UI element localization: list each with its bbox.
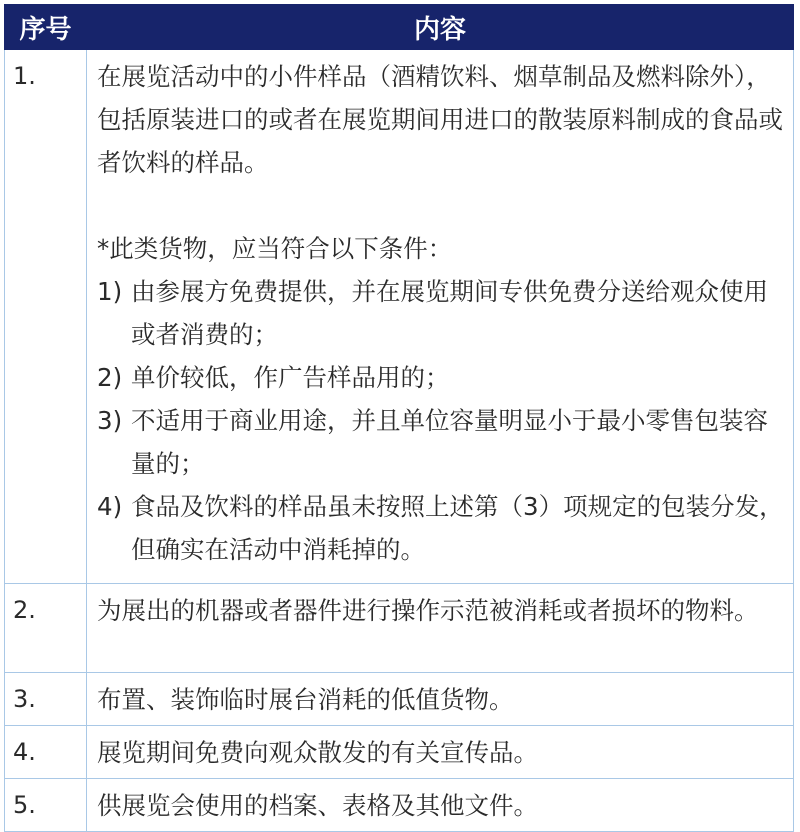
row-index: 5. [5, 779, 87, 832]
condition-number: 3) [97, 406, 123, 435]
row-content: 布置、装饰临时展台消耗的低值货物。 [87, 673, 794, 726]
table-row [5, 50, 794, 584]
condition-item [97, 485, 789, 571]
table-row [5, 673, 794, 726]
condition-text: 不适用于商业用途，并且单位容量明显小于最小零售包装容量的； [131, 406, 768, 478]
condition-text: 由参展方免费提供，并在展览期间专供免费分送给观众使用或者消费的； [131, 277, 768, 349]
condition-item [97, 399, 789, 485]
header-content: 内容 [87, 5, 794, 50]
condition-note: *此类货物，应当符合以下条件： [97, 234, 453, 263]
row-content: 供展览会使用的档案、表格及其他文件。 [87, 779, 794, 832]
header-index: 序号 [5, 5, 87, 50]
table-row [5, 584, 794, 673]
table-row [5, 779, 794, 832]
table-row [5, 726, 794, 779]
exhibition-goods-table [4, 4, 794, 832]
row-index: 1. [5, 50, 87, 584]
row-content: 展览期间免费向观众散发的有关宣传品。 [87, 726, 794, 779]
condition-item [97, 356, 789, 399]
condition-number: 4) [97, 492, 123, 521]
row-content [87, 50, 794, 584]
row-content: 为展出的机器或者器件进行操作示范被消耗或者损坏的物料。 [87, 584, 794, 673]
condition-number: 2) [97, 363, 123, 392]
row-index: 4. [5, 726, 87, 779]
row-text: 在展览活动中的小件样品（酒精饮料、烟草制品及燃料除外），包括原装进口的或者在展览期间用进口的散装原料制成的食品或者饮料的样品。 [97, 62, 783, 177]
condition-item [97, 270, 789, 356]
condition-text: 单价较低，作广告样品用的； [131, 363, 450, 392]
row-index: 2. [5, 584, 87, 673]
condition-number: 1) [97, 277, 123, 306]
header-row [5, 5, 794, 50]
row-index: 3. [5, 673, 87, 726]
spacer [97, 184, 789, 227]
condition-text: 食品及饮料的样品虽未按照上述第（3）项规定的包装分发，但确实在活动中消耗掉的。 [131, 492, 784, 564]
